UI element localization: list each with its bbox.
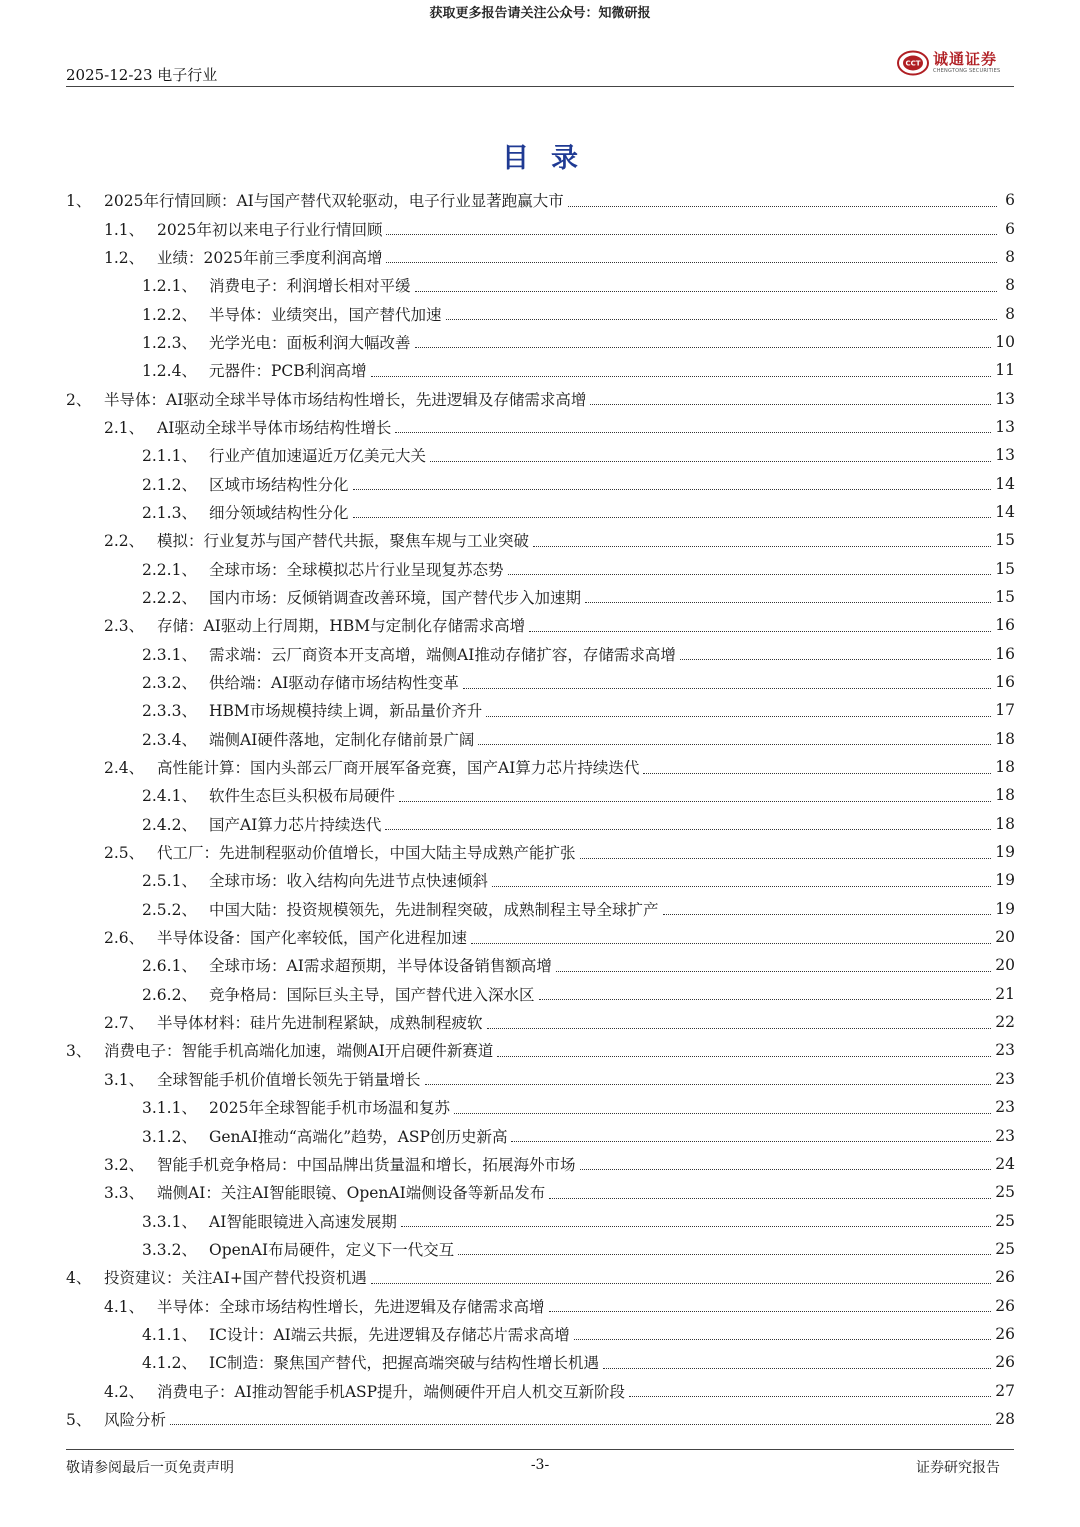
toc-entry-number: 2.7、 — [104, 1014, 145, 1033]
toc-entry-page: 15 — [995, 559, 1015, 578]
toc-entry-title: 半导体：AI驱动全球半导体市场结构性增长，先进逻辑及存储需求高增 — [104, 390, 587, 409]
toc-entry-title: AI智能眼镜进入高速发展期 — [209, 1212, 397, 1231]
toc-entry-number: 2、 — [66, 390, 92, 409]
toc-entry[interactable] — [66, 1376, 1015, 1404]
toc-leader-dots — [463, 688, 991, 689]
toc-entry-title: 消费电子：智能手机高端化加速，端侧AI开启硬件新赛道 — [104, 1042, 494, 1061]
table-of-contents — [66, 186, 1015, 1433]
footer-divider — [66, 1449, 1014, 1450]
toc-entry-page: 10 — [995, 332, 1015, 351]
toc-entry[interactable] — [66, 1405, 1015, 1433]
toc-entry[interactable] — [66, 356, 1015, 384]
toc-leader-dots — [511, 1141, 991, 1142]
toc-entry[interactable] — [66, 611, 1015, 639]
toc-entry-number: 2.3.3、 — [142, 702, 197, 721]
toc-entry-page: 20 — [995, 928, 1015, 947]
toc-entry-title: 代工厂：先进制程驱动价值增长，中国大陆主导成熟产能扩张 — [157, 844, 576, 863]
toc-entry-page: 23 — [995, 1098, 1015, 1117]
toc-entry[interactable] — [66, 725, 1015, 753]
toc-entry[interactable] — [66, 895, 1015, 923]
toc-leader-dots — [371, 1283, 991, 1284]
toc-entry-page: 22 — [995, 1013, 1015, 1032]
toc-entry-page: 13 — [995, 389, 1015, 408]
toc-entry-page: 16 — [995, 673, 1015, 692]
toc-leader-dots — [446, 319, 997, 320]
toc-leader-dots — [454, 1113, 991, 1114]
toc-leader-dots — [497, 1056, 991, 1057]
watermark-text: 获取更多报告请关注公众号：知微研报 — [429, 6, 651, 21]
toc-entry[interactable] — [66, 441, 1015, 469]
toc-entry-number: 3.3、 — [104, 1184, 145, 1203]
toc-entry[interactable] — [66, 668, 1015, 696]
toc-entry-page: 24 — [995, 1154, 1015, 1173]
toc-leader-dots — [415, 291, 997, 292]
toc-entry-number: 2.2.2、 — [142, 588, 197, 607]
toc-leader-dots — [529, 631, 991, 632]
toc-entry-page: 26 — [995, 1324, 1015, 1343]
toc-entry-number: 4.1.1、 — [142, 1325, 197, 1344]
toc-entry-title: 端侧AI：关注AI智能眼镜、OpenAI端侧设备等新品发布 — [157, 1184, 546, 1203]
toc-entry-title: HBM市场规模持续上调，新品量价齐升 — [209, 702, 483, 721]
toc-leader-dots — [401, 1226, 991, 1227]
toc-entry-number: 2.1、 — [104, 418, 145, 437]
toc-entry[interactable] — [66, 810, 1015, 838]
toc-entry[interactable] — [66, 1150, 1015, 1178]
toc-entry[interactable] — [66, 243, 1015, 271]
toc-entry-title: IC设计：AI端云共振，先进逻辑及存储芯片需求高增 — [209, 1325, 570, 1344]
toc-entry-page: 26 — [995, 1268, 1015, 1287]
toc-leader-dots — [580, 1169, 992, 1170]
toc-entry-page: 8 — [1005, 247, 1015, 266]
toc-entry-page: 23 — [995, 1126, 1015, 1145]
toc-entry-page: 18 — [995, 814, 1015, 833]
toc-entry[interactable] — [66, 186, 1015, 214]
toc-leader-dots — [399, 801, 991, 802]
header-date-industry: 2025-12-23 电子行业 — [66, 66, 218, 84]
toc-entry-title: 区域市场结构性分化 — [209, 475, 349, 494]
toc-leader-dots — [371, 376, 992, 377]
toc-entry-number: 2.3.1、 — [142, 645, 197, 664]
toc-leader-dots — [471, 943, 991, 944]
toc-entry-page: 17 — [995, 701, 1015, 720]
toc-entry-number: 2.3、 — [104, 617, 145, 636]
toc-entry[interactable] — [66, 413, 1015, 441]
toc-leader-dots — [492, 886, 991, 887]
toc-leader-dots — [556, 971, 991, 972]
toc-entry-number: 4、 — [66, 1269, 92, 1288]
toc-entry[interactable] — [66, 1036, 1015, 1064]
toc-entry-title: 端侧AI硬件落地，定制化存储前景广阔 — [209, 730, 475, 749]
toc-entry-title: AI驱动全球半导体市场结构性增长 — [157, 418, 392, 437]
toc-entry-number: 3.1.2、 — [142, 1127, 197, 1146]
toc-entry-title: 半导体材料：硅片先进制程紧缺，成熟制程疲软 — [157, 1014, 483, 1033]
toc-entry-title: 存储：AI驱动上行周期，HBM与定制化存储需求高增 — [157, 617, 526, 636]
toc-entry[interactable] — [66, 1121, 1015, 1149]
toc-entry-page: 25 — [995, 1239, 1015, 1258]
toc-entry-title: 全球市场：收入结构向先进节点快速倾斜 — [209, 872, 489, 891]
toc-entry-title: 投资建议：关注AI+国产替代投资机遇 — [104, 1269, 367, 1288]
toc-entry-number: 2.4.2、 — [142, 815, 197, 834]
toc-entry-page: 23 — [995, 1069, 1015, 1088]
toc-leader-dots — [590, 404, 991, 405]
toc-entry-page: 8 — [1005, 276, 1015, 295]
toc-entry-page: 14 — [995, 502, 1015, 521]
toc-leader-dots — [486, 716, 991, 717]
toc-entry-page: 21 — [995, 984, 1015, 1003]
toc-entry[interactable] — [66, 866, 1015, 894]
toc-entry-number: 3.1.1、 — [142, 1099, 197, 1118]
toc-leader-dots — [353, 517, 992, 518]
toc-entry-page: 19 — [995, 871, 1015, 890]
cct-logo-icon — [897, 50, 929, 76]
toc-leader-dots — [680, 659, 991, 660]
toc-leader-dots — [386, 262, 997, 263]
toc-entry-number: 3.3.1、 — [142, 1212, 197, 1231]
toc-entry-title: 业绩：2025年前三季度利润高增 — [157, 248, 383, 267]
toc-leader-dots — [487, 1028, 992, 1029]
logo-mark-text: CCT — [905, 59, 921, 68]
toc-leader-dots — [386, 234, 997, 235]
toc-entry-title: 半导体：全球市场结构性增长，先进逻辑及存储需求高增 — [157, 1297, 545, 1316]
toc-entry-page: 8 — [1005, 304, 1015, 323]
toc-entry-number: 2.5.2、 — [142, 900, 197, 919]
toc-entry-page: 26 — [995, 1353, 1015, 1372]
toc-entry-number: 3.2、 — [104, 1155, 145, 1174]
toc-entry[interactable] — [66, 583, 1015, 611]
toc-leader-dots — [508, 574, 992, 575]
toc-entry[interactable] — [66, 951, 1015, 979]
toc-entry-number: 4.2、 — [104, 1382, 145, 1401]
toc-leader-dots — [603, 1368, 991, 1369]
toc-entry[interactable] — [66, 1348, 1015, 1376]
toc-entry-page: 15 — [995, 587, 1015, 606]
toc-leader-dots — [385, 829, 991, 830]
toc-entry[interactable] — [66, 696, 1015, 724]
toc-leader-dots — [663, 914, 992, 915]
toc-entry[interactable] — [66, 214, 1015, 242]
toc-entry-title: 供给端：AI驱动存储市场结构性变革 — [209, 674, 459, 693]
toc-entry-number: 3.3.2、 — [142, 1240, 197, 1259]
toc-entry[interactable] — [66, 923, 1015, 951]
toc-leader-dots — [425, 1084, 992, 1085]
company-logo — [897, 48, 1000, 78]
toc-entry-title: 元器件：PCB利润高增 — [209, 362, 367, 381]
toc-entry-page: 13 — [995, 417, 1015, 436]
toc-entry[interactable] — [66, 271, 1015, 299]
toc-entry-page: 26 — [995, 1296, 1015, 1315]
toc-entry-title: 模拟：行业复苏与国产替代共振，聚焦车规与工业突破 — [157, 532, 530, 551]
toc-leader-dots — [629, 1396, 991, 1397]
toc-leader-dots — [395, 432, 991, 433]
toc-entry-number: 2.5.1、 — [142, 872, 197, 891]
toc-entry-title: 软件生态巨头积极布局硬件 — [209, 787, 396, 806]
toc-entry-number: 2.2.1、 — [142, 560, 197, 579]
toc-entry-number: 1.2.2、 — [142, 305, 197, 324]
toc-entry[interactable] — [66, 753, 1015, 781]
toc-entry-number: 2.6.2、 — [142, 985, 197, 1004]
toc-entry-page: 6 — [1005, 191, 1015, 210]
toc-entry[interactable] — [66, 1178, 1015, 1206]
toc-entry[interactable] — [66, 299, 1015, 327]
toc-entry-page: 28 — [995, 1409, 1015, 1428]
toc-entry[interactable] — [66, 1093, 1015, 1121]
toc-entry[interactable] — [66, 384, 1015, 412]
toc-entry-title: 风险分析 — [104, 1410, 167, 1429]
toc-entry-page: 11 — [995, 361, 1015, 380]
toc-leader-dots — [430, 461, 991, 462]
toc-entry-number: 3.1、 — [104, 1070, 145, 1089]
toc-entry-number: 2.2、 — [104, 532, 145, 551]
toc-entry[interactable] — [66, 1065, 1015, 1093]
toc-entry-page: 18 — [995, 729, 1015, 748]
toc-leader-dots — [415, 347, 992, 348]
toc-entry-page: 6 — [1005, 219, 1015, 238]
footer-report-type: 证券研究报告 — [916, 1460, 1000, 1476]
toc-entry[interactable] — [66, 526, 1015, 554]
toc-entry-number: 4.1.2、 — [142, 1354, 197, 1373]
toc-leader-dots — [580, 858, 992, 859]
toc-entry-number: 2.6、 — [104, 929, 145, 948]
toc-entry-number: 5、 — [66, 1410, 92, 1429]
toc-leader-dots — [549, 1198, 991, 1199]
toc-entry-page: 16 — [995, 644, 1015, 663]
toc-entry-title: 国产AI算力芯片持续迭代 — [209, 815, 382, 834]
toc-entry-title: 2025年行情回顾：AI与国产替代双轮驱动，电子行业显著跑赢大市 — [104, 192, 564, 211]
toc-entry-title: 全球市场：AI需求超预期，半导体设备销售额高增 — [209, 957, 552, 976]
toc-entry-title: OpenAI布局硬件，定义下一代交互 — [209, 1240, 455, 1259]
toc-entry-number: 2.4.1、 — [142, 787, 197, 806]
toc-entry-title: IC制造：聚焦国产替代，把握高端突破与结构性增长机遇 — [209, 1354, 599, 1373]
toc-entry[interactable] — [66, 1235, 1015, 1263]
toc-entry[interactable] — [66, 469, 1015, 497]
toc-entry-title: 国内市场：反倾销调查改善环境，国产替代步入加速期 — [209, 588, 582, 607]
toc-entry[interactable] — [66, 838, 1015, 866]
toc-entry-page: 16 — [995, 616, 1015, 635]
toc-entry-number: 1.2.4、 — [142, 362, 197, 381]
toc-leader-dots — [585, 602, 991, 603]
toc-entry-title: 消费电子：AI推动智能手机ASP提升，端侧硬件开启人机交互新阶段 — [157, 1382, 626, 1401]
toc-leader-dots — [533, 546, 991, 547]
toc-entry-number: 1.2.1、 — [142, 277, 197, 296]
toc-entry-title: 消费电子：利润增长相对平缓 — [209, 277, 411, 296]
toc-entry-number: 3、 — [66, 1042, 92, 1061]
toc-entry-page: 27 — [995, 1381, 1015, 1400]
logo-english-name: CHENGTONG SECURITIES — [933, 68, 1001, 74]
toc-entry-number: 2.1.1、 — [142, 447, 197, 466]
toc-entry-title: 高性能计算：国内头部云厂商开展军备竞赛，国产AI算力芯片持续迭代 — [157, 759, 640, 778]
toc-leader-dots — [574, 1339, 991, 1340]
toc-entry-page: 23 — [995, 1041, 1015, 1060]
toc-entry-page: 25 — [995, 1183, 1015, 1202]
toc-entry-page: 19 — [995, 899, 1015, 918]
toc-entry[interactable] — [66, 1263, 1015, 1291]
toc-entry-page: 19 — [995, 843, 1015, 862]
toc-entry-number: 2.1.3、 — [142, 503, 197, 522]
header-divider — [66, 86, 1014, 87]
toc-entry-title: 光学光电：面板利润大幅改善 — [209, 333, 411, 352]
toc-entry[interactable] — [66, 1320, 1015, 1348]
toc-heading: 目录 — [502, 143, 600, 174]
page-number: -3- — [530, 1457, 550, 1473]
toc-entry-number: 4.1、 — [104, 1297, 145, 1316]
toc-entry[interactable] — [66, 554, 1015, 582]
toc-entry[interactable] — [66, 1206, 1015, 1234]
toc-entry-title: 行业产值加速逼近万亿美元大关 — [209, 447, 427, 466]
toc-entry-title: 中国大陆：投资规模领先，先进制程突破，成熟制程主导全球扩产 — [209, 900, 659, 919]
toc-entry[interactable] — [66, 1008, 1015, 1036]
toc-entry-number: 2.3.4、 — [142, 730, 197, 749]
toc-entry-number: 2.5、 — [104, 844, 145, 863]
toc-entry-page: 25 — [995, 1211, 1015, 1230]
toc-leader-dots — [458, 1254, 991, 1255]
toc-entry-title: 全球智能手机价值增长领先于销量增长 — [157, 1070, 421, 1089]
toc-entry-title: 半导体设备：国产化率较低，国产化进程加速 — [157, 929, 468, 948]
toc-entry-title: 细分领域结构性分化 — [209, 503, 349, 522]
toc-entry[interactable] — [66, 1291, 1015, 1319]
toc-entry-page: 14 — [995, 474, 1015, 493]
toc-leader-dots — [568, 206, 997, 207]
footer-disclaimer: 敬请参阅最后一页免责声明 — [66, 1460, 234, 1476]
toc-entry-title: 2025年全球智能手机市场温和复苏 — [209, 1099, 450, 1118]
toc-leader-dots — [549, 1311, 992, 1312]
toc-entry[interactable] — [66, 498, 1015, 526]
toc-entry[interactable] — [66, 781, 1015, 809]
toc-entry-page: 18 — [995, 786, 1015, 805]
toc-entry-page: 13 — [995, 446, 1015, 465]
toc-entry-number: 2.3.2、 — [142, 674, 197, 693]
toc-entry-title: 智能手机竞争格局：中国品牌出货量温和增长，拓展海外市场 — [157, 1155, 576, 1174]
toc-entry-page: 20 — [995, 956, 1015, 975]
toc-entry[interactable] — [66, 980, 1015, 1008]
toc-entry-number: 1、 — [66, 192, 92, 211]
toc-entry-page: 15 — [995, 531, 1015, 550]
toc-entry-title: 需求端：云厂商资本开支高增，端侧AI推动存储扩容，存储需求高增 — [209, 645, 676, 664]
toc-entry-title: 半导体：业绩突出，国产替代加速 — [209, 305, 442, 324]
toc-leader-dots — [170, 1424, 991, 1425]
toc-entry-title: 2025年初以来电子行业行情回顾 — [157, 220, 383, 239]
toc-entry-number: 1.2、 — [104, 248, 145, 267]
toc-entry-page: 18 — [995, 758, 1015, 777]
toc-entry-title: 全球市场：全球模拟芯片行业呈现复苏态势 — [209, 560, 504, 579]
toc-entry-number: 2.6.1、 — [142, 957, 197, 976]
toc-leader-dots — [539, 999, 992, 1000]
toc-leader-dots — [643, 773, 991, 774]
toc-entry-number: 2.4、 — [104, 759, 145, 778]
toc-entry-number: 1.1、 — [104, 220, 145, 239]
toc-entry-title: 竞争格局：国际巨头主导，国产替代进入深水区 — [209, 985, 535, 1004]
logo-chinese-name: 诚通证券 — [933, 50, 998, 68]
toc-entry-number: 2.1.2、 — [142, 475, 197, 494]
toc-entry[interactable] — [66, 640, 1015, 668]
toc-entry[interactable] — [66, 328, 1015, 356]
toc-leader-dots — [478, 744, 991, 745]
toc-leader-dots — [353, 489, 992, 490]
toc-entry-number: 1.2.3、 — [142, 333, 197, 352]
toc-entry-title: GenAI推动“高端化”趋势，ASP创历史新高 — [209, 1127, 508, 1146]
